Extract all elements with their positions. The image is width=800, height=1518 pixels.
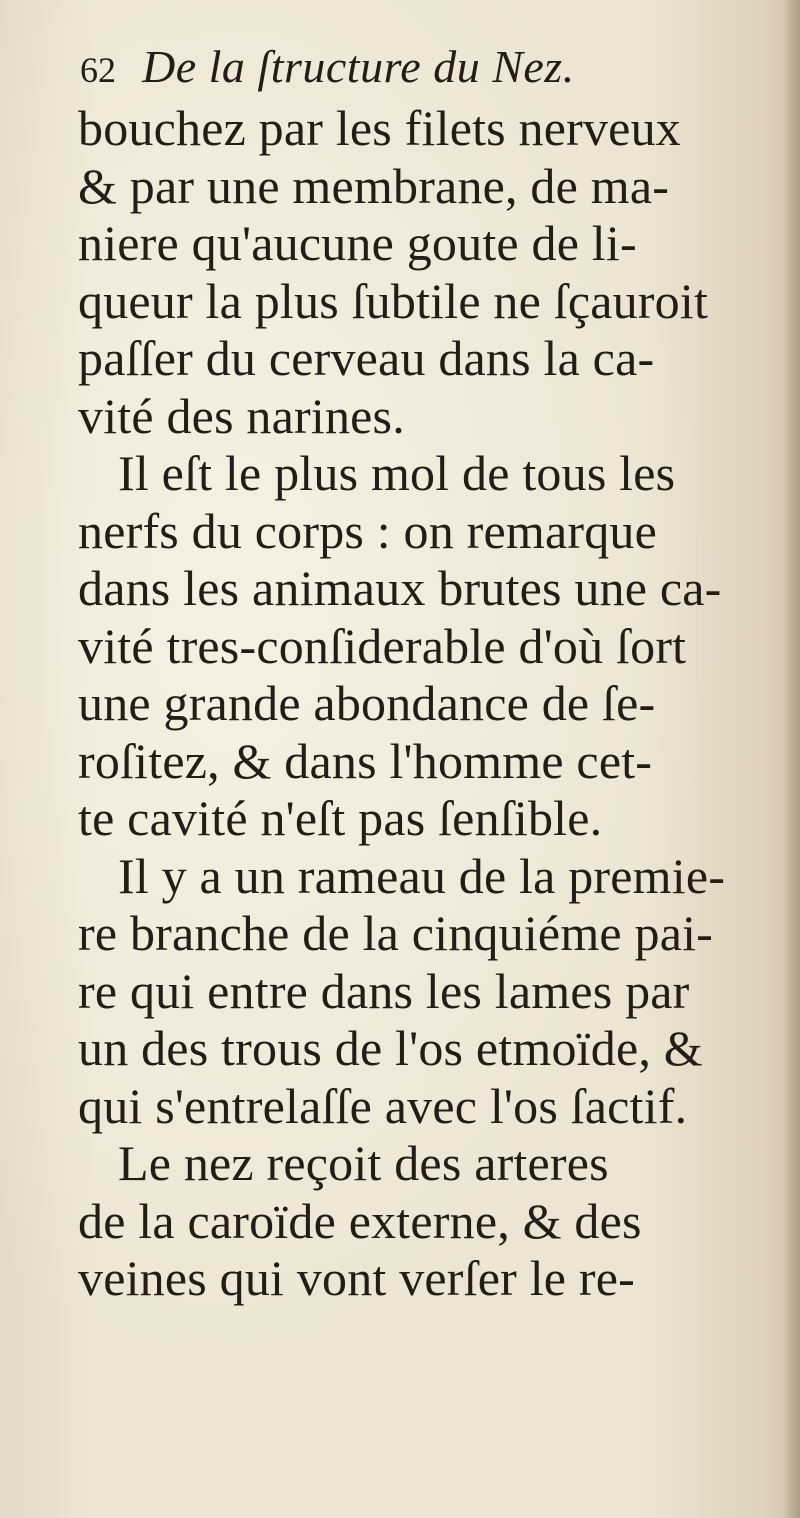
text-line: nerfs du corps : on remarque xyxy=(78,502,658,559)
text-line: un des trous de l'os etmoïde, & xyxy=(78,1020,703,1076)
text-line: une grande abondance de ſe- xyxy=(78,675,656,731)
text-line: dans les animaux brutes une ca- xyxy=(78,560,722,616)
running-title: De la ſtructure du Nez. xyxy=(142,41,575,92)
text-line: vité des narines. xyxy=(78,387,405,444)
text-line: de la caroïde externe, & des xyxy=(78,1192,642,1249)
text-line: roſitez, & dans l'homme cet- xyxy=(78,732,653,789)
text-line: veines qui vont verſer le re- xyxy=(78,1250,635,1306)
text-line: te cavité n'eſt pas ſenſible. xyxy=(78,790,603,846)
text-line: vité tres-conſiderable d'où ſort xyxy=(78,617,687,674)
text-line: re branche de la cinquiéme pai- xyxy=(78,905,714,961)
body-text xyxy=(78,100,790,1308)
text-line: niere qu'aucune goute de li- xyxy=(78,215,637,271)
text-line: re qui entre dans les lames par xyxy=(78,962,690,1019)
text-line: Le nez reçoit des arteres xyxy=(118,1135,609,1191)
page-number: 62 xyxy=(80,50,116,90)
text-line: Il y a un rameau de la premie- xyxy=(118,847,726,904)
text-line: paſſer du cerveau dans la ca- xyxy=(78,330,655,386)
text-line: Il eſt le plus mol de tous les xyxy=(118,445,676,501)
page-header xyxy=(80,40,575,100)
text-line: & par une membrane, de ma- xyxy=(78,157,670,214)
text-line: queur la plus ſubtile ne ſçauroit xyxy=(78,272,709,329)
text-line: bouchez par les filets nerveux xyxy=(78,100,681,156)
text-line: qui s'entrelaſſe avec l'os ſactif. xyxy=(78,1077,688,1134)
